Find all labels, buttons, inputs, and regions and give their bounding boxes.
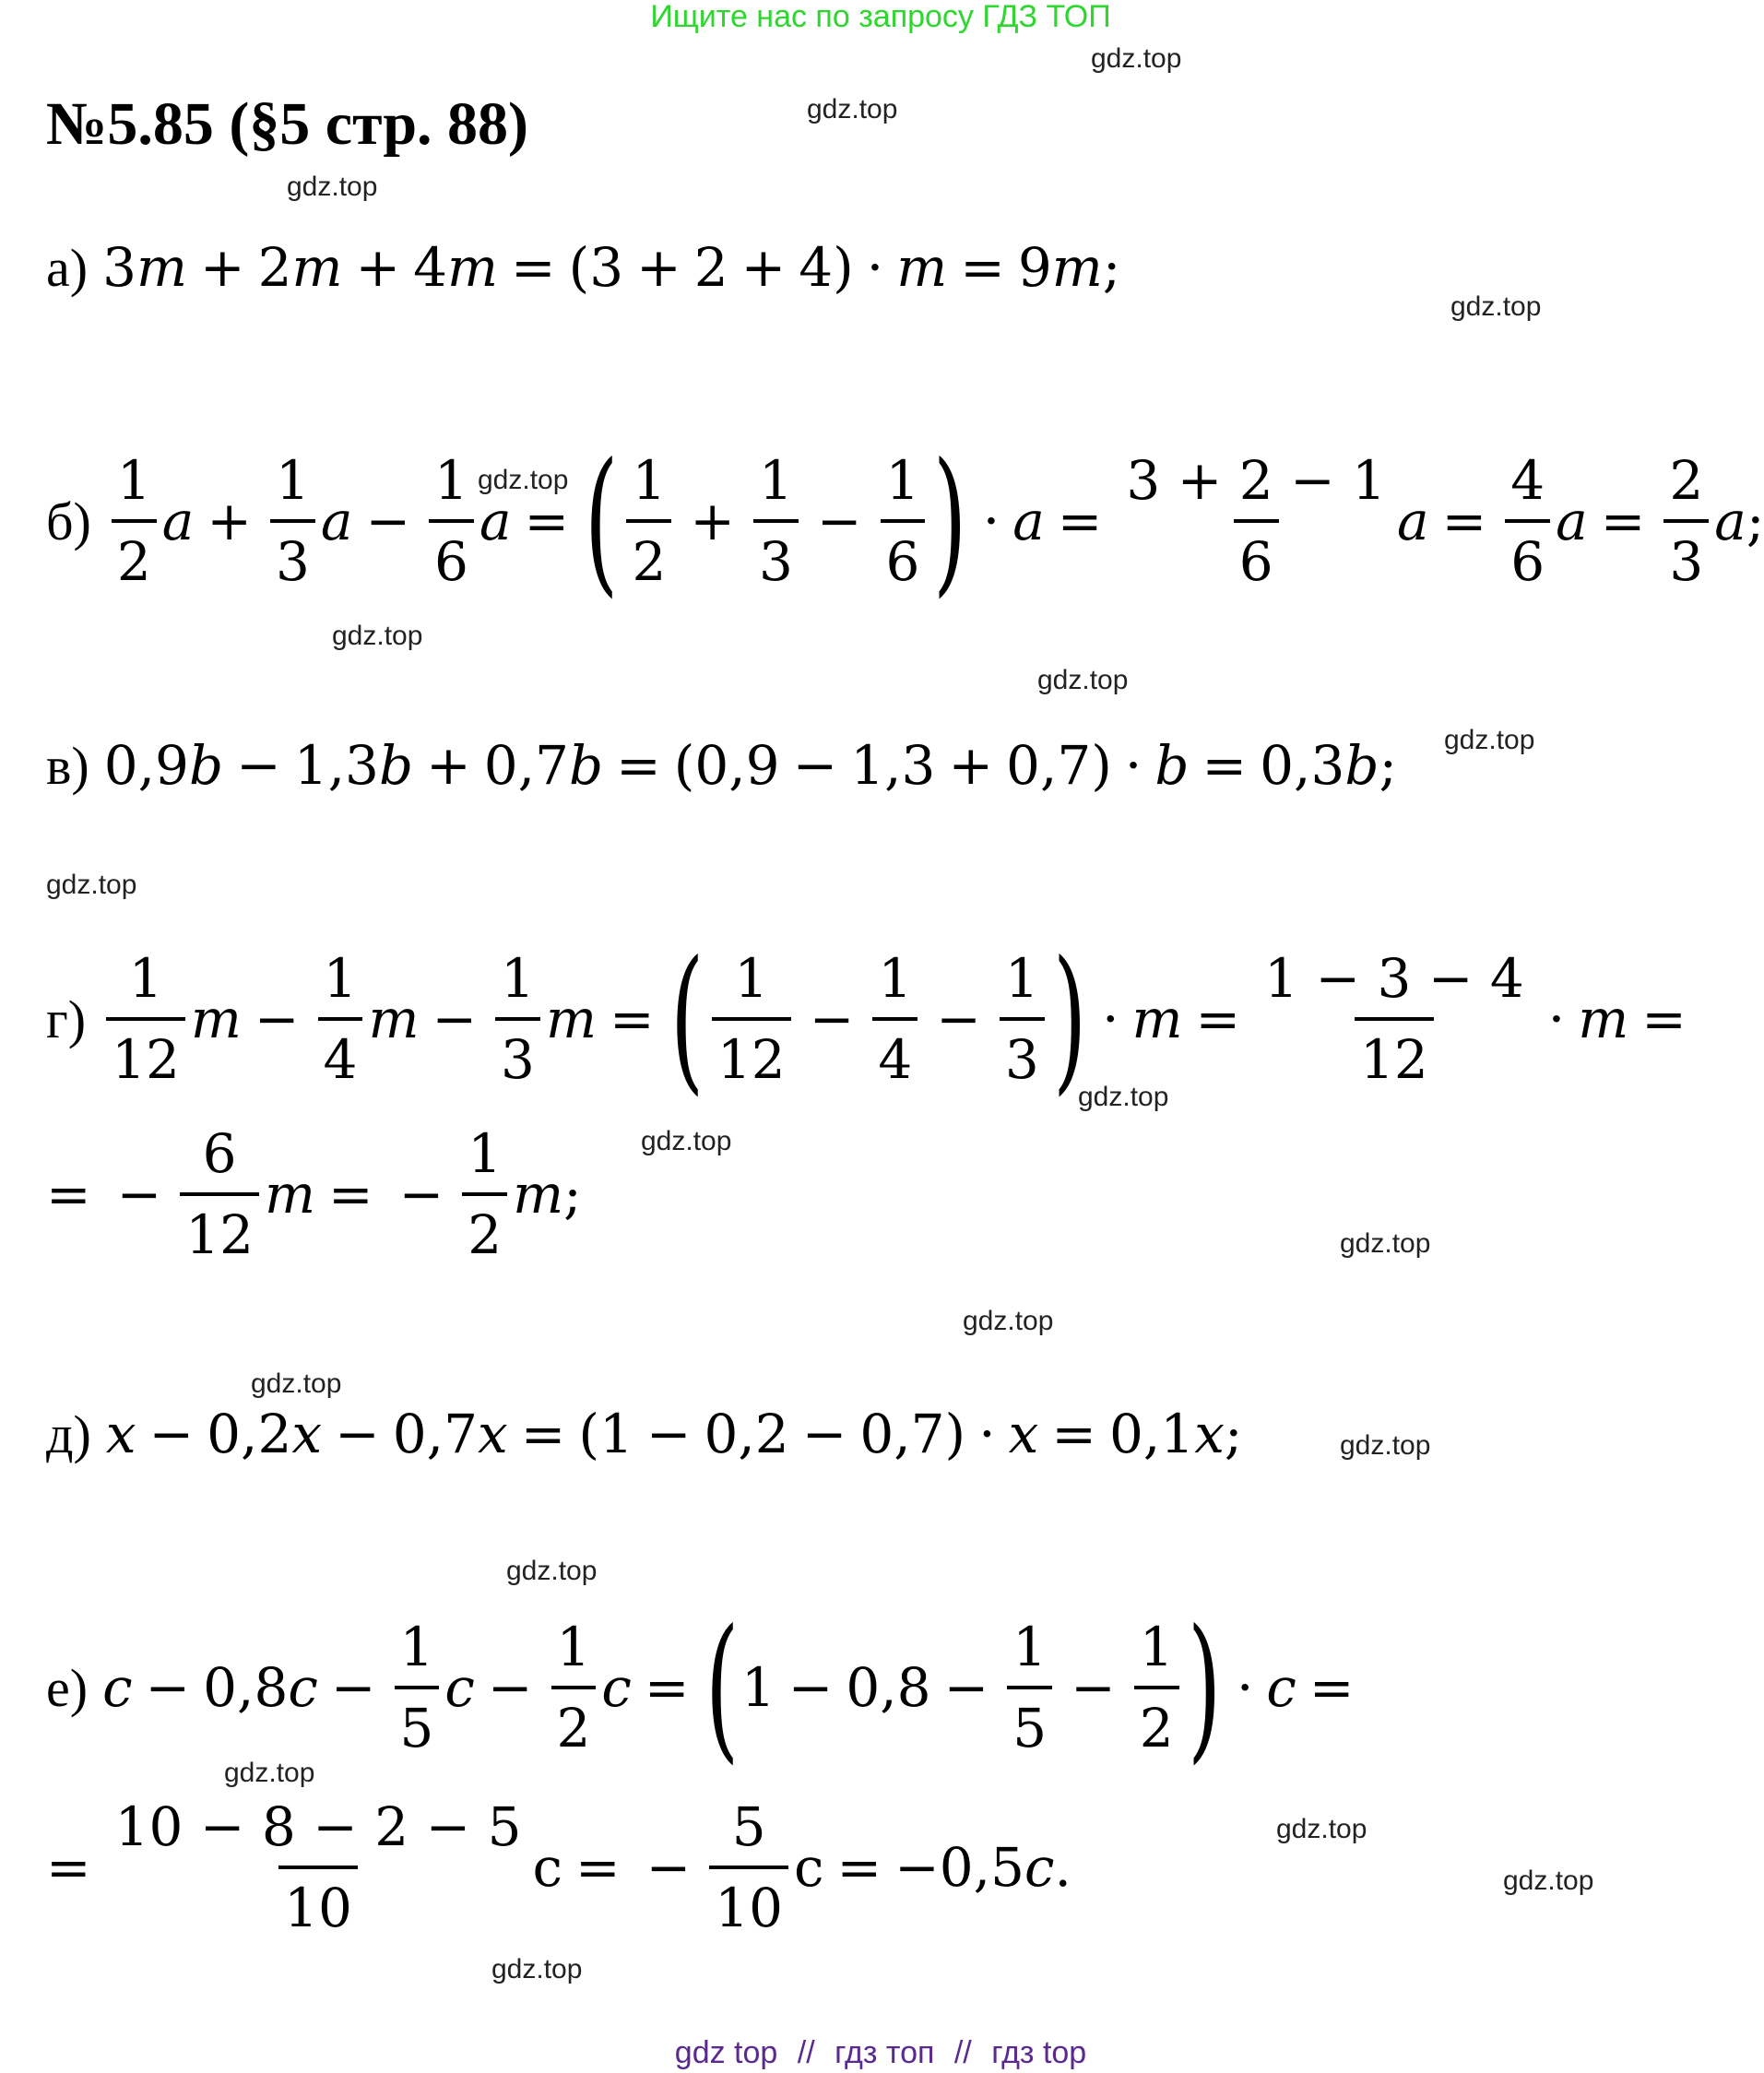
label-g: г) <box>46 989 87 1049</box>
watermark: gdz.top <box>46 870 137 900</box>
footer-separator: // <box>797 2035 815 2070</box>
equation-e-line2: = $\frac{10 - 8 - 2 - 5}{10}$ c = − $\frac{5}{10}$ c = −0,5 c . <box>46 1780 1071 1955</box>
watermark: gdz.top <box>963 1306 1054 1336</box>
fraction: $\frac{5}{10}$ <box>709 1788 788 1947</box>
watermark: gdz.top <box>1078 1082 1169 1112</box>
fraction: $\frac{1}{5}$ <box>1007 1608 1052 1767</box>
watermark: gdz.top <box>1276 1814 1367 1844</box>
watermark: gdz.top <box>491 1954 583 1984</box>
fraction: $\frac{1}{2}$ <box>462 1115 507 1273</box>
fraction: $\frac{1}{3}$ <box>270 442 315 600</box>
page-title: №5.85 (§5 стр. 88) <box>46 90 529 158</box>
fraction: $\frac{3 + 2 - 1}{6}$ <box>1120 442 1391 600</box>
equation-g-line1: г) 1 12 m − $\frac{1}{4}$ m − $\frac{1}{3}$ m = ( 1 12 − $\frac{1}{4}$ − $\frac{1}{3}$ ) · m = $\frac{1 - 3 - 4}{12}$ · m = <box>46 928 1687 1110</box>
watermark: gdz.top <box>641 1126 732 1156</box>
footer-separator: // <box>953 2035 972 2070</box>
fraction: $\frac{4}{6}$ <box>1505 442 1550 600</box>
fraction: $\frac{1}{2}$ <box>1134 1608 1179 1767</box>
watermark: gdz.top <box>332 621 423 651</box>
label-d: д) <box>46 1404 91 1464</box>
fraction: $\frac{10 - 8 - 2 - 5}{10}$ <box>110 1788 527 1947</box>
label-a: а) <box>46 237 89 298</box>
watermark: gdz.top <box>1091 43 1182 74</box>
watermark: gdz.top <box>807 94 898 124</box>
fraction: $\frac{1}{3}$ <box>495 940 540 1098</box>
equation-g-line2: = − $\frac{6}{12}$ m = − $\frac{1}{2}$ m ; <box>46 1107 582 1282</box>
footer-link-gdz-top[interactable]: gdz top <box>674 2035 778 2070</box>
label-b: б) <box>46 491 91 551</box>
equation-d <box>46 1346 1242 1522</box>
fraction: 1 12 <box>712 940 791 1098</box>
equation-e-line1: е) c − 0,8 c − $\frac{1}{5}$ c − $\frac{1}{2}$ c = ( 1 − 0,8 − $\frac{1}{5}$ − $\frac{1}{2}$ ) · c = <box>46 1596 1355 1779</box>
fraction: $\frac{1 - 3 - 4}{12}$ <box>1259 940 1530 1098</box>
fraction: $\frac{1}{4}$ <box>872 940 918 1098</box>
fraction: $\frac{1}{6}$ <box>429 442 474 600</box>
equation-b: б) 1 2 a + $\frac{1}{3}$ a − $\frac{1}{6}$ a = ( 1 2 + $\frac{1}{3}$ − $\frac{1}{6}$ ) · a = $\frac{3 + 2 - 1}{6}$ a = $\frac{4}{6}$ a = $\frac{2}{3}$ a ; <box>46 430 1764 612</box>
fraction: $\frac{1}{3}$ <box>753 442 799 600</box>
equation-a <box>46 180 1120 355</box>
watermark: gdz.top <box>1037 665 1129 695</box>
watermark: gdz.top <box>1340 1430 1431 1461</box>
fraction: $\frac{1}{6}$ <box>881 442 926 600</box>
fraction: $\frac{1}{5}$ <box>395 1608 440 1767</box>
fraction: 1 2 <box>112 442 157 600</box>
fraction: 1 12 <box>106 940 185 1098</box>
search-banner: Ищите нас по запросу ГДЗ ТОП <box>650 0 1111 34</box>
watermark: gdz.top <box>506 1556 598 1586</box>
fraction: 1 2 <box>626 442 671 600</box>
fraction: $\frac{1}{4}$ <box>318 940 363 1098</box>
expr-v: 0,9b − 1,3b + 0,7b = (0,9 − 1,3 + 0,7) · b = 0,3b; <box>103 734 1398 797</box>
watermark: gdz.top <box>224 1758 315 1788</box>
fraction: $\frac{1}{3}$ <box>1000 940 1045 1098</box>
expr-d: x − 0,2x − 0,7x = (1 − 0,2 − 0,7) · x = 0,1x; <box>105 1403 1243 1465</box>
watermark: gdz.top <box>1450 291 1542 322</box>
watermark: gdz.top <box>478 465 569 495</box>
label-e: е) <box>46 1657 89 1718</box>
fraction: $\frac{2}{3}$ <box>1663 442 1709 600</box>
fraction: $\frac{1}{2}$ <box>551 1608 597 1767</box>
watermark: gdz.top <box>1340 1228 1431 1259</box>
watermark: gdz.top <box>1444 725 1535 755</box>
label-v: в) <box>46 735 89 796</box>
fraction: $\frac{6}{12}$ <box>180 1115 259 1273</box>
footer-link-gdz-top-ru[interactable]: гдз топ <box>835 2035 935 2070</box>
watermark: gdz.top <box>251 1368 342 1399</box>
watermark: gdz.top <box>287 172 378 202</box>
watermark: gdz.top <box>1503 1866 1594 1896</box>
equation-v <box>46 678 1397 853</box>
expr-a: 3m + 2m + 4m = (3 + 2 + 4) · m = 9m; <box>102 236 1121 299</box>
footer-link-gdz-top-mixed[interactable]: гдз top <box>991 2035 1087 2070</box>
footer <box>0 2032 1761 2073</box>
